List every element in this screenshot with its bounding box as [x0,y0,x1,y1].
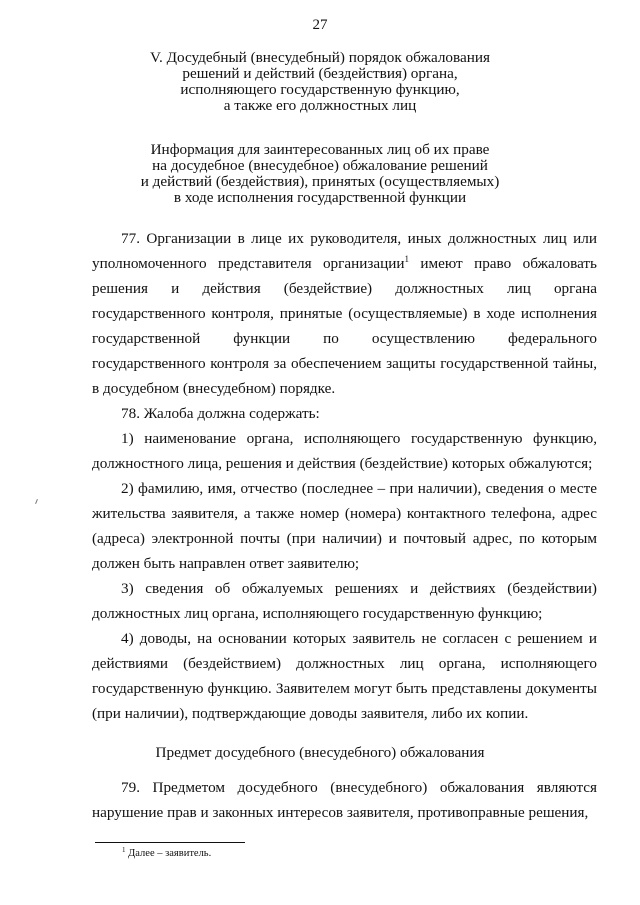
scan-speck [35,499,38,504]
footnote-reference: 1 [404,254,409,264]
info-heading-line: Информация для заинтересованных лиц об их праве [150,141,490,158]
footnote-marker: 1 [122,846,126,854]
paragraph-78-item-2: 2) фамилию, имя, отчество (последнее – при наличии), сведения о месте жительства заявителя, а также номер (номера) контактного телефона, адрес (адреса) электронной почты (при наличии) и почтовый адрес, по которым должен быть направлен ответ заявителю; [92,480,597,572]
chapter-heading-line: V. Досудебный (внесудебный) порядок обжалования [150,49,490,66]
chapter-heading [0,50,640,114]
footnote-text: Далее – заявитель. [125,848,212,859]
footnote [122,848,211,860]
body-text-upper [92,226,597,726]
paragraph-79: 79. Предметом досудебного (внесудебного) обжалования являются нарушение прав и законных интересов заявителя, противоправные решения, [92,779,597,821]
body-text-lower [92,775,597,825]
paragraph-77-text-end: имеют право обжаловать решения и действия (бездействие) должностных лиц органа государственного контроля, принятые (осуществляемые) в ходе исполнения государственной функции по осуществлению федерального государственного контроля за обеспечением защиты государственной тайны, в досудебном (внесудебном) порядке. [92,255,597,397]
chapter-heading-line: а также его должностных лиц [223,97,417,114]
subject-heading: Предмет досудебного (внесудебного) обжалования [155,744,485,761]
chapter-heading-line: исполняющего государственную функцию, [180,81,460,98]
paragraph-78-item-1: 1) наименование органа, исполняющего государственную функцию, должностного лица, решения и действия (бездействие) которых обжалуются; [92,430,597,472]
paragraph-77 [92,226,597,401]
page-number: 27 [312,17,328,33]
paragraph-77-text-start: 77. Организации в лице их руководителя, иных должностных лиц или уполномоченного представителя организации [92,230,597,272]
info-heading-line: и действий (бездействия), принятых (осуществляемых) [140,173,500,190]
info-heading [0,142,640,206]
info-heading-line: в ходе исполнения государственной функции [173,189,467,206]
info-heading-line: на досудебное (внесудебное) обжалование решений [152,157,488,174]
paragraph-78-item-4: 4) доводы, на основании которых заявитель не согласен с решением и действиями (бездействием) должностных лиц органа, исполняющего государственную функцию. Заявителем могут быть представлены документы (при наличии), подтверждающие доводы заявителя, либо их копии. [92,630,597,722]
chapter-heading-line: решений и действий (бездействия) органа, [182,65,458,82]
footnote-divider [95,842,245,843]
paragraph-78-item-3: 3) сведения об обжалуемых решениях и действиях (бездействии) должностных лиц органа, исполняющего государственную функцию; [92,580,597,622]
paragraph-78-intro: 78. Жалоба должна содержать: [121,405,320,422]
